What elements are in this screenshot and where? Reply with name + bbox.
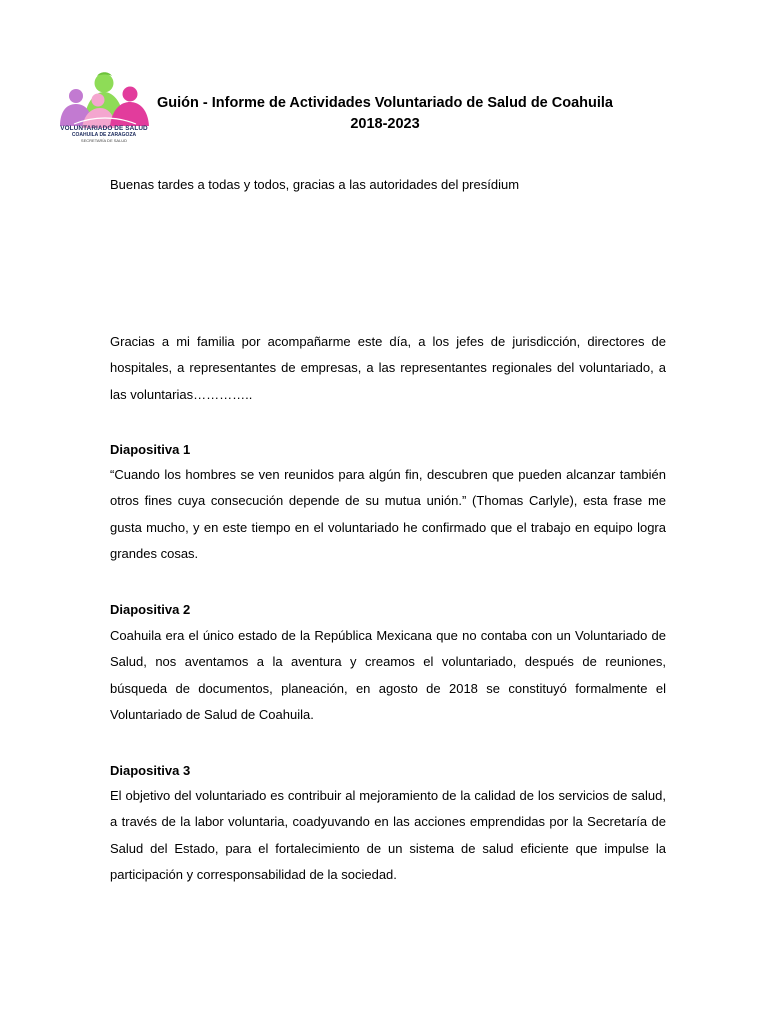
title-line-1: Guión - Informe de Actividades Voluntariado de Salud de Coahuila xyxy=(157,95,613,111)
logo-text-voluntariado: VOLUNTARIADO DE SALUD xyxy=(60,125,148,132)
section-body: Coahuila era el único estado de la República Mexicana que no contaba con un Voluntariado de Salud, nos aventamos a la aventura y creamos el voluntariado, después de reuniones, búsqueda de documentos, planeación, en agosto de 2018 se constituyó formalmente el Voluntariado de Salud de Coahuila. xyxy=(110,628,666,723)
title-line-2: 2018-2023 xyxy=(350,116,420,132)
section-heading: Diapositiva 3 xyxy=(110,763,191,778)
voluntariado-logo xyxy=(54,70,154,156)
logo-text-secretaria: SECRETARÍA DE SALUD xyxy=(80,138,128,143)
greeting-paragraph: Buenas tardes a todas y todos, gracias a las autoridades del presídium xyxy=(110,177,520,192)
section-body: “Cuando los hombres se ven reunidos para algún fin, descubren que pueden alcanzar también otros fines cuya consecución depende de su mutua unión.” (Thomas Carlyle), esta frase me gusta mucho, y en este tiempo en el voluntariado he confirmado que el trabajo en equipo logra grandes cosas. xyxy=(110,467,666,562)
section-heading: Diapositiva 1 xyxy=(110,442,191,457)
section-body: El objetivo del voluntariado es contribuir al mejoramiento de la calidad de los servicios de salud, a través de la labor voluntaria, coadyuvando en las acciones emprendidas por la Secretaría de Salud del Estado, para el fortalecimiento de un sistema de salud eficiente que impulse la participación y corresponsabilidad de la sociedad. xyxy=(110,788,666,883)
section-heading: Diapositiva 2 xyxy=(110,602,191,617)
document-title xyxy=(150,93,620,135)
thanks-paragraph: Gracias a mi familia por acompañarme este día, a los jefes de jurisdicción, directores de hospitales, a representantes de empresas, a las representantes regionales del voluntariado, a las voluntarias………….. xyxy=(110,334,666,402)
logo-text-estado: COAHUILA DE ZARAGOZA xyxy=(71,132,137,138)
